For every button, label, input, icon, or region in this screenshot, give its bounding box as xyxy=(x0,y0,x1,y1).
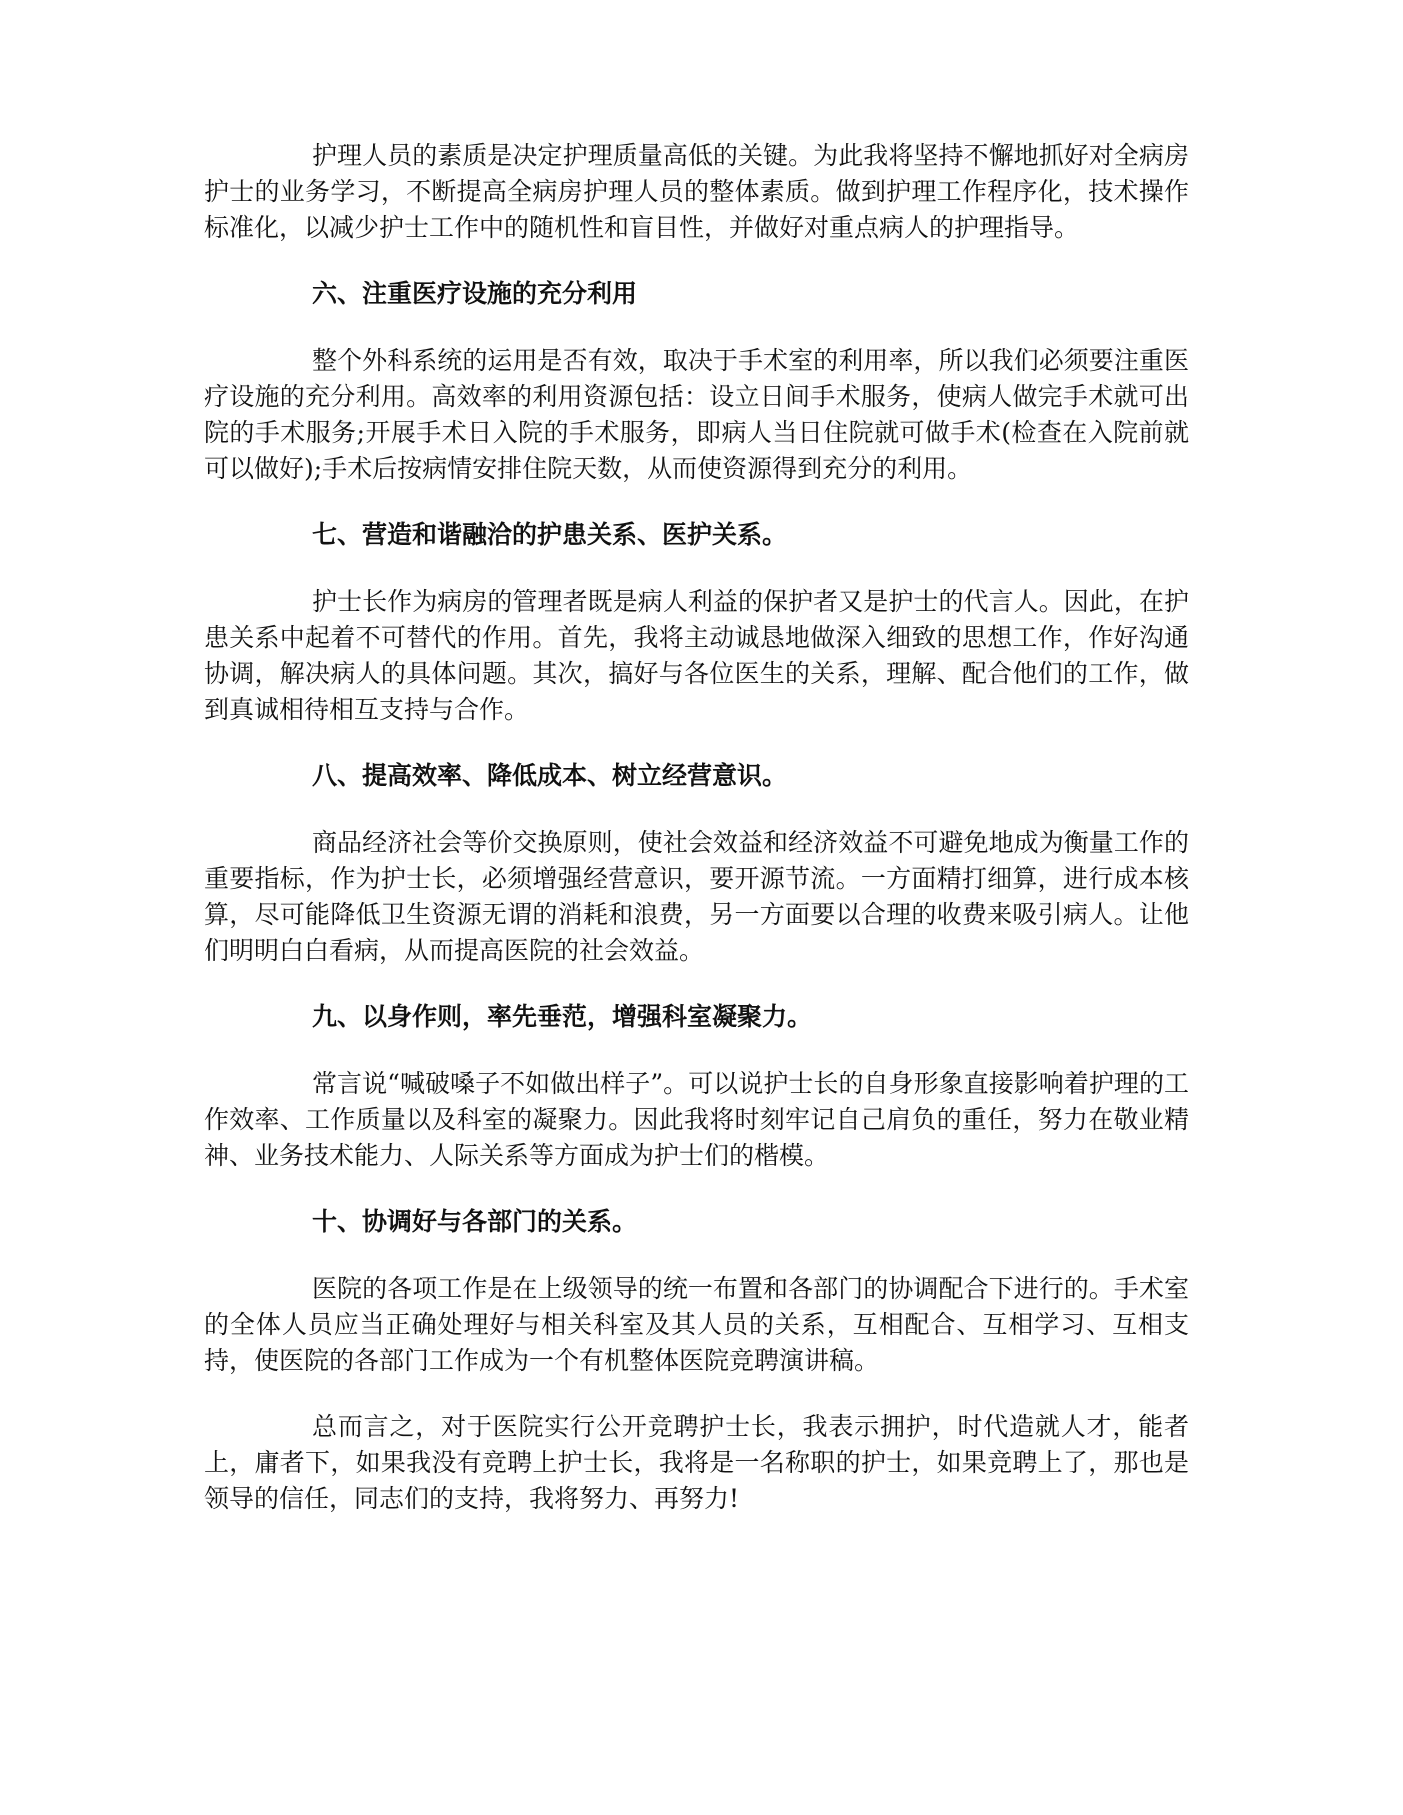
document-body xyxy=(204,138,1189,1517)
paragraph-economic-awareness: 商品经济社会等价交换原则，使社会效益和经济效益不可避免地成为衡量工作的重要指标，作为护士长，必须增强经营意识，要开源节流。一方面精打细算，进行成本核算，尽可能降低卫生资源无谓的消耗和浪费，另一方面要以合理的收费来吸引病人。让他们明明白白看病，从而提高医院的社会效益。 xyxy=(204,828,1189,965)
paragraph-role-model: 常言说“喊破嗓子不如做出样子”。可以说护士长的自身形象直接影响着护理的工作效率、工作质量以及科室的凝聚力。因此我将时刻牢记自己肩负的重任，努力在敬业精神、业务技术能力、人际关系等方面成为护士们的楷模。 xyxy=(204,1069,1189,1170)
paragraph-department-cooperation: 医院的各项工作是在上级领导的统一布置和各部门的协调配合下进行的。手术室的全体人员应当正确处理好与相关科室及其人员的关系，互相配合、互相学习、互相支持，使医院的各部门工作成为一个有机整体医院竞聘演讲稿。 xyxy=(204,1274,1189,1375)
heading-7-harmonious-relations: 七、营造和谐融洽的护患关系、医护关系。 xyxy=(312,520,788,549)
paragraph-conclusion: 总而言之，对于医院实行公开竞聘护士长，我表示拥护，时代造就人才，能者上，庸者下，如果我没有竞聘上护士长，我将是一名称职的护士，如果竞聘上了，那也是领导的信任，同志们的支持，我将努力、再努力! xyxy=(204,1412,1189,1513)
heading-10-coordination: 十、协调好与各部门的关系。 xyxy=(312,1207,638,1236)
paragraph-nurse-quality: 护理人员的素质是决定护理质量高低的关键。为此我将坚持不懈地抓好对全病房护士的业务学习，不断提高全病房护理人员的整体素质。做到护理工作程序化，技术操作标准化，以减少护士工作中的随机性和盲目性，并做好对重点病人的护理指导。 xyxy=(204,141,1189,242)
heading-6-medical-facilities: 六、注重医疗设施的充分利用 xyxy=(312,279,638,308)
heading-9-lead-by-example: 九、以身作则，率先垂范，增强科室凝聚力。 xyxy=(312,1002,813,1031)
paragraph-surgery-utilization: 整个外科系统的运用是否有效，取决于手术室的利用率，所以我们必须要注重医疗设施的充分利用。高效率的利用资源包括：设立日间手术服务，使病人做完手术就可出院的手术服务;开展手术日入院的手术服务，即病人当日住院就可做手术(检查在入院前就可以做好);手术后按病情安排住院天数，从而使资源得到充分的利用。 xyxy=(204,346,1189,483)
heading-8-efficiency-cost: 八、提高效率、降低成本、树立经营意识。 xyxy=(312,761,788,790)
paragraph-head-nurse-role: 护士长作为病房的管理者既是病人利益的保护者又是护士的代言人。因此，在护患关系中起着不可替代的作用。首先，我将主动诚恳地做深入细致的思想工作，作好沟通协调，解决病人的具体问题。其次，搞好与各位医生的关系，理解、配合他们的工作，做到真诚相待相互支持与合作。 xyxy=(204,587,1189,724)
